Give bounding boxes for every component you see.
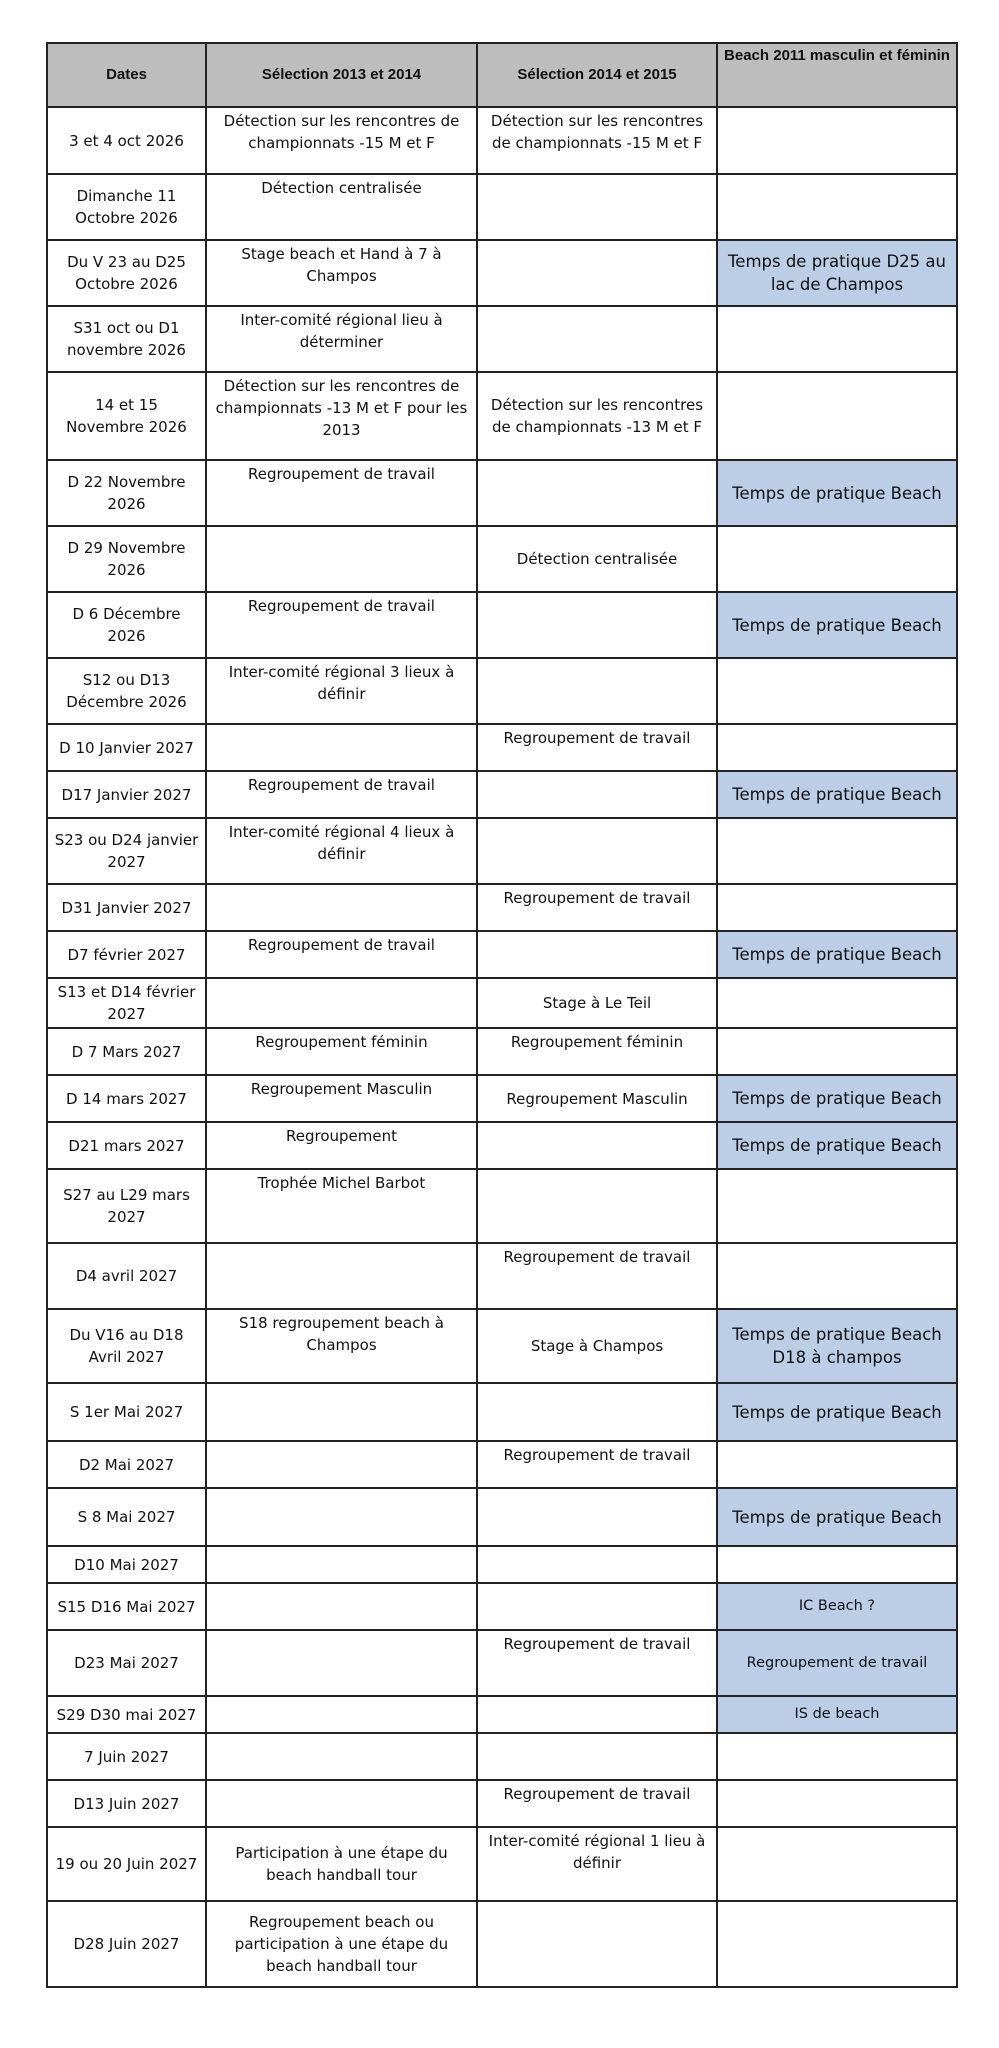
selection-2014-2015-cell: [477, 460, 717, 526]
table-row: [47, 1169, 957, 1243]
selection-2013-2014-cell: Regroupement de travail: [206, 592, 477, 658]
selection-2014-2015-cell: [477, 931, 717, 978]
selection-2014-2015-cell: [477, 306, 717, 372]
beach-2011-cell: Temps de pratique Beach: [717, 931, 957, 978]
table-row: [47, 372, 957, 460]
beach-2011-cell: [717, 818, 957, 884]
selection-2013-2014-cell: Participation à une étape du beach handball tour: [206, 1827, 477, 1901]
selection-2014-2015-cell: Regroupement de travail: [477, 1780, 717, 1827]
selection-2013-2014-cell: Regroupement féminin: [206, 1028, 477, 1075]
selection-2013-2014-cell: [206, 1383, 477, 1441]
table-row: [47, 460, 957, 526]
selection-2013-2014-cell: Regroupement de travail: [206, 771, 477, 818]
table-row: [47, 658, 957, 724]
table-body: [47, 107, 957, 1987]
date-cell: D2 Mai 2027: [47, 1441, 206, 1488]
beach-2011-cell: [717, 1827, 957, 1901]
selection-2014-2015-cell: Regroupement de travail: [477, 1630, 717, 1696]
table-row: [47, 306, 957, 372]
beach-2011-cell: Temps de pratique Beach: [717, 1383, 957, 1441]
date-cell: D13 Juin 2027: [47, 1780, 206, 1827]
table-row: [47, 526, 957, 592]
table-row: [47, 724, 957, 771]
beach-2011-cell: [717, 658, 957, 724]
selection-2013-2014-cell: [206, 1488, 477, 1546]
beach-2011-cell: [717, 1546, 957, 1583]
date-cell: D7 février 2027: [47, 931, 206, 978]
selection-2014-2015-cell: [477, 818, 717, 884]
selection-2014-2015-cell: [477, 174, 717, 240]
beach-2011-cell: Regroupement de travail: [717, 1630, 957, 1696]
table-row: [47, 1630, 957, 1696]
selection-2014-2015-cell: Inter-comité régional 1 lieu à définir: [477, 1827, 717, 1901]
header-dates: Dates: [47, 43, 206, 107]
table-row: [47, 978, 957, 1028]
date-cell: D4 avril 2027: [47, 1243, 206, 1309]
table-row: [47, 1488, 957, 1546]
date-cell: D 22 Novembre 2026: [47, 460, 206, 526]
beach-2011-cell: [717, 372, 957, 460]
date-cell: S31 oct ou D1 novembre 2026: [47, 306, 206, 372]
selection-2014-2015-cell: Détection sur les rencontres de championnats -15 M et F: [477, 107, 717, 174]
table-header: [47, 43, 957, 107]
selection-2013-2014-cell: Regroupement beach ou participation à une étape du beach handball tour: [206, 1901, 477, 1987]
date-cell: D28 Juin 2027: [47, 1901, 206, 1987]
date-cell: 7 Juin 2027: [47, 1733, 206, 1780]
beach-2011-cell: Temps de pratique Beach: [717, 592, 957, 658]
beach-2011-cell: Temps de pratique Beach: [717, 1488, 957, 1546]
beach-2011-cell: Temps de pratique Beach: [717, 1122, 957, 1169]
table-row: [47, 592, 957, 658]
selection-2013-2014-cell: Regroupement: [206, 1122, 477, 1169]
beach-2011-cell: [717, 306, 957, 372]
date-cell: D10 Mai 2027: [47, 1546, 206, 1583]
selection-2014-2015-cell: Détection sur les rencontres de championnats -13 M et F: [477, 372, 717, 460]
date-cell: 14 et 15 Novembre 2026: [47, 372, 206, 460]
selection-2014-2015-cell: [477, 240, 717, 306]
table-row: [47, 1780, 957, 1827]
table-row: [47, 818, 957, 884]
selection-2014-2015-cell: Regroupement de travail: [477, 1243, 717, 1309]
selection-2014-2015-cell: Détection centralisée: [477, 526, 717, 592]
selection-2013-2014-cell: Regroupement de travail: [206, 460, 477, 526]
table-row: [47, 1028, 957, 1075]
selection-2013-2014-cell: [206, 1583, 477, 1630]
beach-2011-cell: [717, 884, 957, 931]
date-cell: D31 Janvier 2027: [47, 884, 206, 931]
selection-2014-2015-cell: [477, 658, 717, 724]
selection-2013-2014-cell: [206, 1733, 477, 1780]
table-row: [47, 1546, 957, 1583]
beach-2011-cell: [717, 1441, 957, 1488]
selection-2014-2015-cell: [477, 1583, 717, 1630]
date-cell: D 6 Décembre 2026: [47, 592, 206, 658]
beach-2011-cell: [717, 1733, 957, 1780]
selection-2014-2015-cell: Regroupement de travail: [477, 724, 717, 771]
selection-2013-2014-cell: Inter-comité régional 3 lieux à définir: [206, 658, 477, 724]
selection-2014-2015-cell: [477, 1122, 717, 1169]
date-cell: S15 D16 Mai 2027: [47, 1583, 206, 1630]
date-cell: S 1er Mai 2027: [47, 1383, 206, 1441]
table-row: [47, 1309, 957, 1383]
date-cell: S23 ou D24 janvier 2027: [47, 818, 206, 884]
selection-2014-2015-cell: [477, 1733, 717, 1780]
table-row: [47, 240, 957, 306]
selection-2014-2015-cell: Stage à Champos: [477, 1309, 717, 1383]
beach-2011-cell: [717, 1780, 957, 1827]
selection-2014-2015-cell: [477, 1696, 717, 1733]
beach-2011-cell: Temps de pratique Beach D18 à champos: [717, 1309, 957, 1383]
table-row: [47, 1383, 957, 1441]
table-row: [47, 1733, 957, 1780]
beach-2011-cell: IC Beach ?: [717, 1583, 957, 1630]
date-cell: D17 Janvier 2027: [47, 771, 206, 818]
selection-2014-2015-cell: [477, 1901, 717, 1987]
selection-2013-2014-cell: [206, 1546, 477, 1583]
beach-2011-cell: [717, 107, 957, 174]
date-cell: D23 Mai 2027: [47, 1630, 206, 1696]
table-row: [47, 1441, 957, 1488]
beach-2011-cell: [717, 978, 957, 1028]
selection-2013-2014-cell: [206, 1441, 477, 1488]
beach-2011-cell: [717, 1901, 957, 1987]
date-cell: Du V16 au D18 Avril 2027: [47, 1309, 206, 1383]
selection-2013-2014-cell: Regroupement Masculin: [206, 1075, 477, 1122]
date-cell: S 8 Mai 2027: [47, 1488, 206, 1546]
selection-2013-2014-cell: Détection centralisée: [206, 174, 477, 240]
table-row: [47, 1827, 957, 1901]
table-row: [47, 174, 957, 240]
beach-2011-cell: Temps de pratique Beach: [717, 460, 957, 526]
date-cell: S12 ou D13 Décembre 2026: [47, 658, 206, 724]
selection-2013-2014-cell: [206, 1780, 477, 1827]
selection-2014-2015-cell: Regroupement de travail: [477, 884, 717, 931]
beach-2011-cell: Temps de pratique D25 au lac de Champos: [717, 240, 957, 306]
date-cell: 3 et 4 oct 2026: [47, 107, 206, 174]
table-row: [47, 1243, 957, 1309]
table-row: [47, 1583, 957, 1630]
selection-2013-2014-cell: [206, 1630, 477, 1696]
table-row: [47, 1075, 957, 1122]
table-row: [47, 771, 957, 818]
table-row: [47, 884, 957, 931]
selection-2013-2014-cell: Détection sur les rencontres de championnats -15 M et F: [206, 107, 477, 174]
table-row: [47, 1122, 957, 1169]
beach-2011-cell: IS de beach: [717, 1696, 957, 1733]
table-row: [47, 107, 957, 174]
header-selection-2013-2014: Sélection 2013 et 2014: [206, 43, 477, 107]
beach-2011-cell: [717, 724, 957, 771]
beach-2011-cell: Temps de pratique Beach: [717, 771, 957, 818]
date-cell: D 29 Novembre 2026: [47, 526, 206, 592]
date-cell: D 14 mars 2027: [47, 1075, 206, 1122]
selection-2013-2014-cell: [206, 526, 477, 592]
date-cell: S27 au L29 mars 2027: [47, 1169, 206, 1243]
selection-2013-2014-cell: Inter-comité régional lieu à déterminer: [206, 306, 477, 372]
selection-2014-2015-cell: [477, 1169, 717, 1243]
beach-2011-cell: [717, 1028, 957, 1075]
selection-2014-2015-cell: Regroupement de travail: [477, 1441, 717, 1488]
selection-2013-2014-cell: [206, 1696, 477, 1733]
table-row: [47, 931, 957, 978]
date-cell: S29 D30 mai 2027: [47, 1696, 206, 1733]
table-row: [47, 1696, 957, 1733]
beach-2011-cell: [717, 1169, 957, 1243]
selection-2013-2014-cell: Détection sur les rencontres de championnats -13 M et F pour les 2013: [206, 372, 477, 460]
selection-2013-2014-cell: Stage beach et Hand à 7 à Champos: [206, 240, 477, 306]
selection-2014-2015-cell: Regroupement Masculin: [477, 1075, 717, 1122]
selection-2014-2015-cell: [477, 1383, 717, 1441]
selection-2013-2014-cell: [206, 884, 477, 931]
selection-2013-2014-cell: Regroupement de travail: [206, 931, 477, 978]
selection-2013-2014-cell: [206, 978, 477, 1028]
selection-2013-2014-cell: S18 regroupement beach à Champos: [206, 1309, 477, 1383]
selection-2014-2015-cell: [477, 592, 717, 658]
selection-2013-2014-cell: [206, 724, 477, 771]
table-row: [47, 1901, 957, 1987]
selection-2013-2014-cell: Inter-comité régional 4 lieux à définir: [206, 818, 477, 884]
selection-2014-2015-cell: Stage à Le Teil: [477, 978, 717, 1028]
selection-2014-2015-cell: [477, 1488, 717, 1546]
beach-2011-cell: [717, 174, 957, 240]
date-cell: 19 ou 20 Juin 2027: [47, 1827, 206, 1901]
selection-2014-2015-cell: [477, 1546, 717, 1583]
header-selection-2014-2015: Sélection 2014 et 2015: [477, 43, 717, 107]
schedule-table: [46, 42, 958, 1988]
date-cell: D 7 Mars 2027: [47, 1028, 206, 1075]
date-cell: S13 et D14 février 2027: [47, 978, 206, 1028]
date-cell: D 10 Janvier 2027: [47, 724, 206, 771]
beach-2011-cell: [717, 526, 957, 592]
date-cell: D21 mars 2027: [47, 1122, 206, 1169]
beach-2011-cell: [717, 1243, 957, 1309]
selection-2013-2014-cell: Trophée Michel Barbot: [206, 1169, 477, 1243]
date-cell: Du V 23 au D25 Octobre 2026: [47, 240, 206, 306]
header-beach-2011: Beach 2011 masculin et féminin: [717, 43, 957, 107]
selection-2013-2014-cell: [206, 1243, 477, 1309]
selection-2014-2015-cell: Regroupement féminin: [477, 1028, 717, 1075]
date-cell: Dimanche 11 Octobre 2026: [47, 174, 206, 240]
selection-2014-2015-cell: [477, 771, 717, 818]
beach-2011-cell: Temps de pratique Beach: [717, 1075, 957, 1122]
